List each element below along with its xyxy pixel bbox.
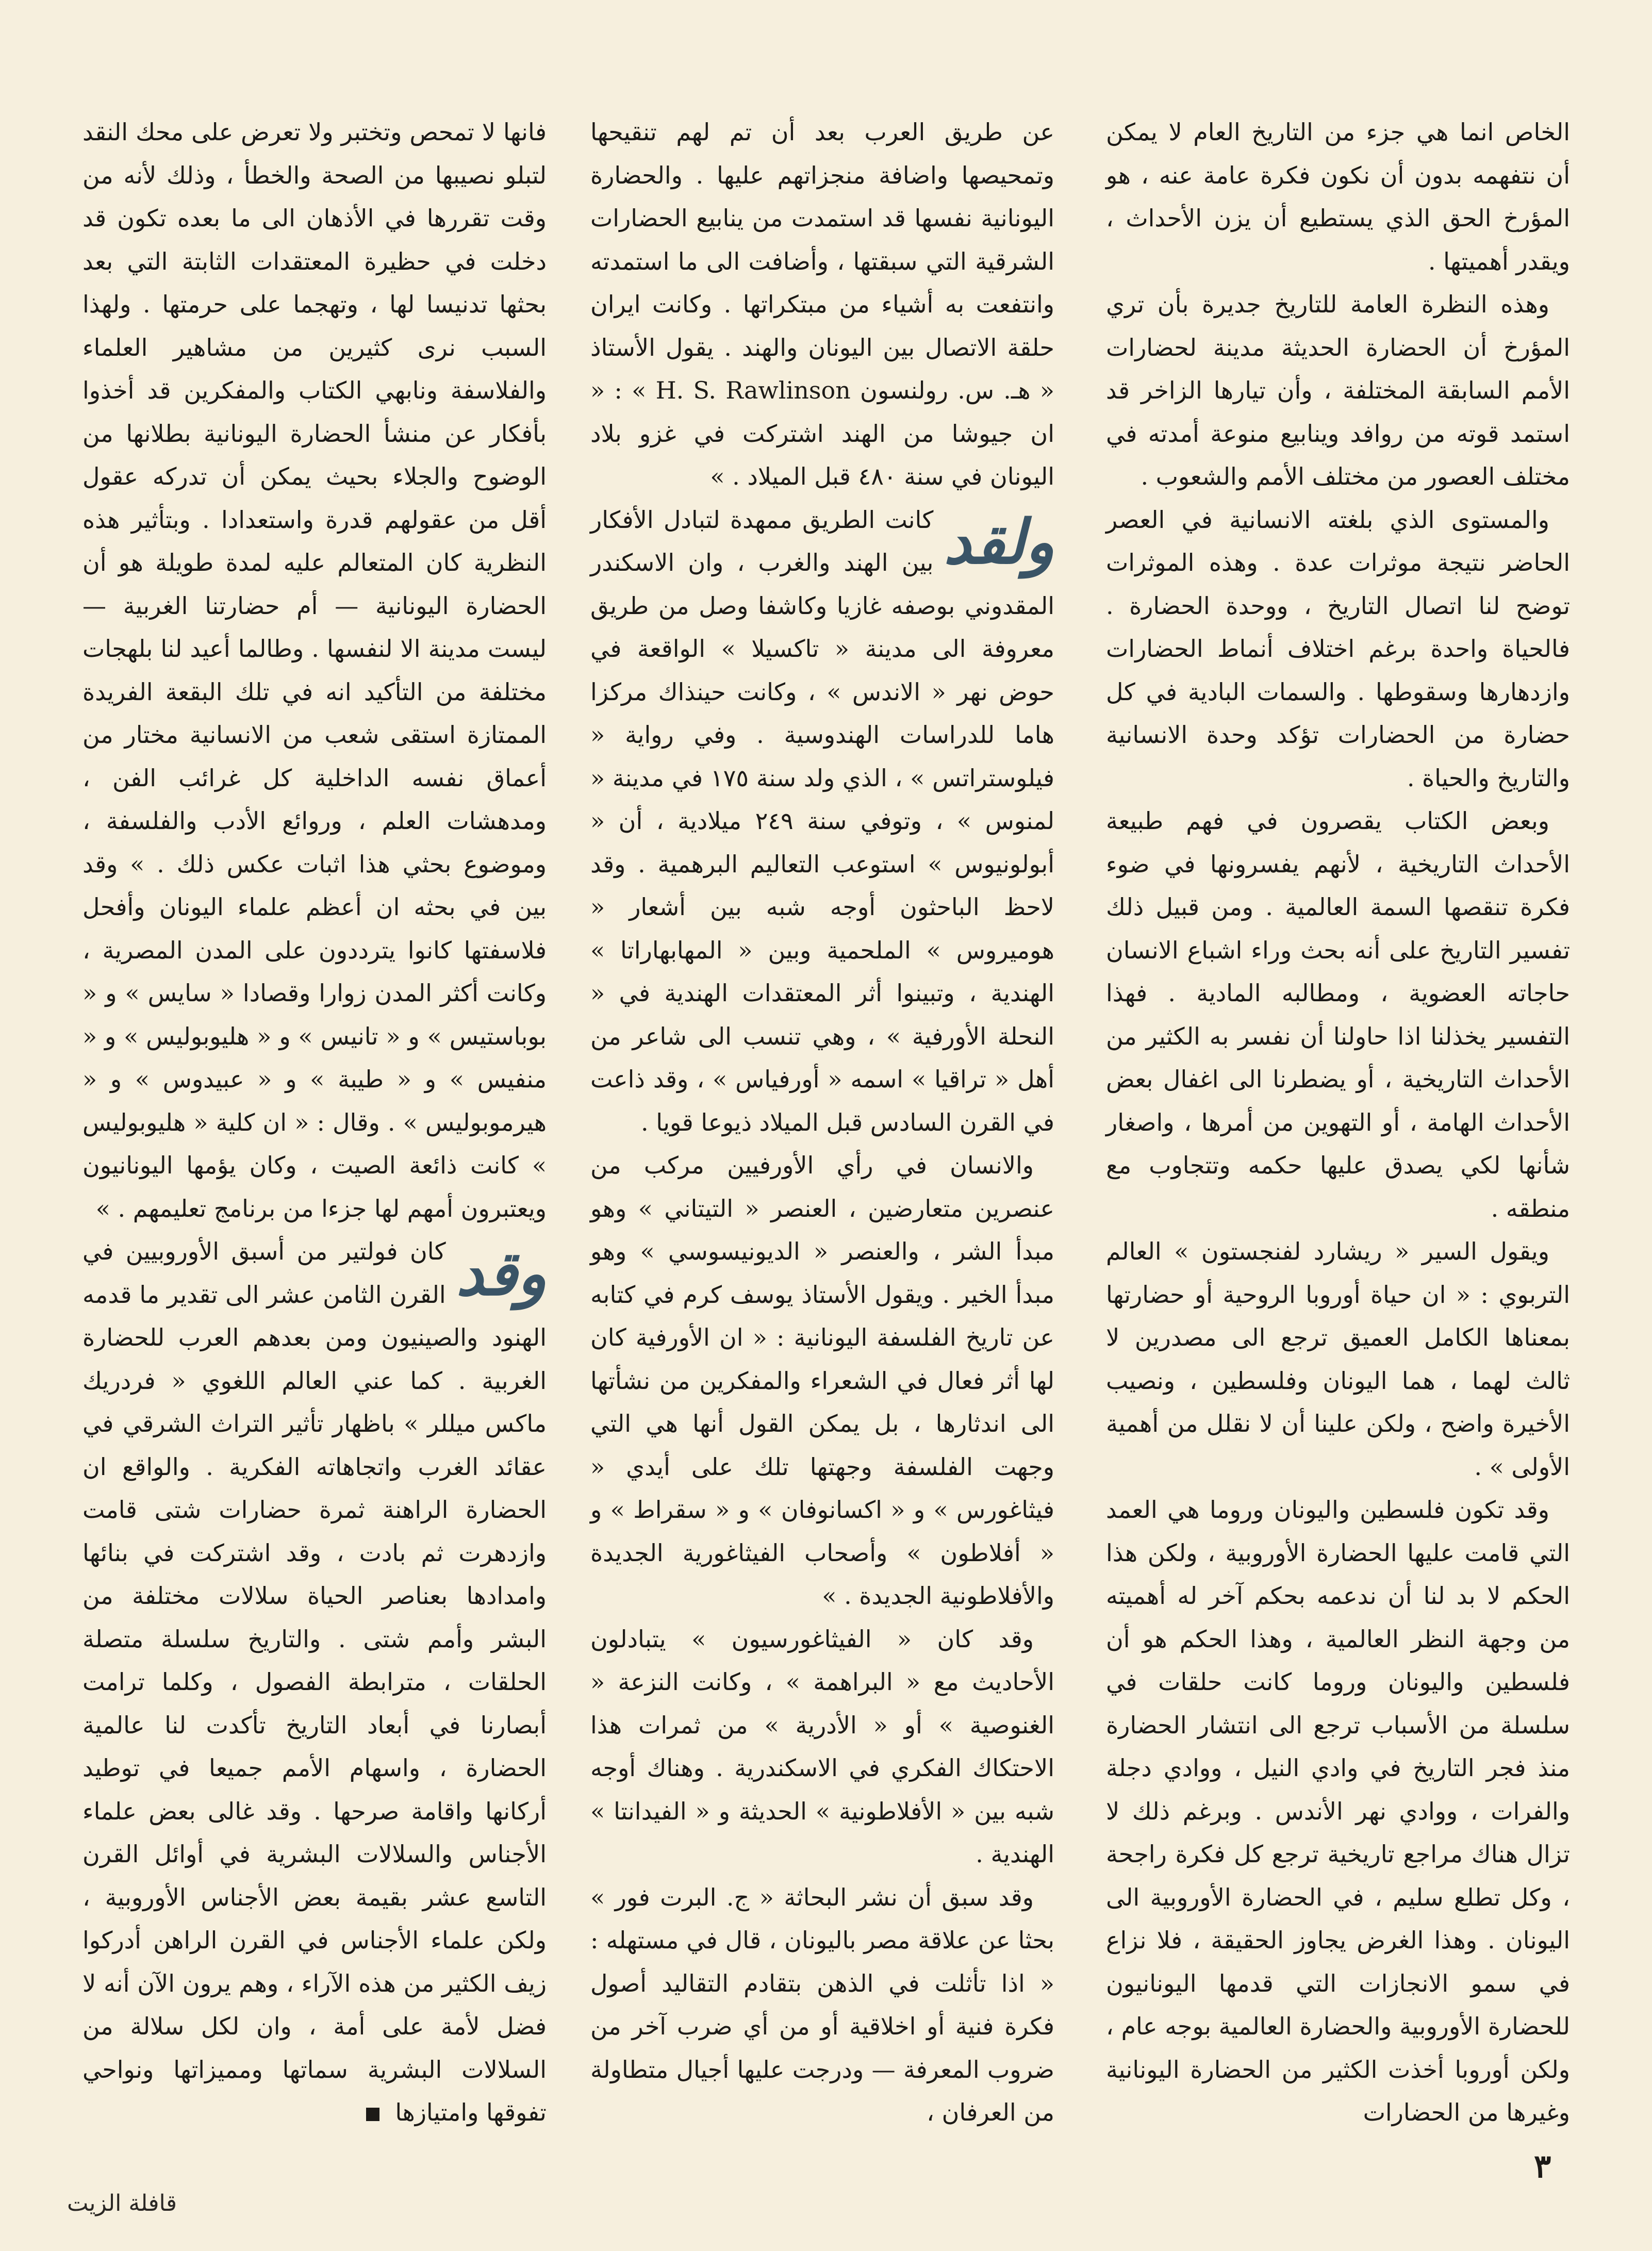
dropcap-word: ولقد — [944, 505, 1054, 577]
paragraph: والانسان في رأي الأورفيين مركب من عنصرين متعارضين ، العنصر « التيتاني » وهو مبدأ الشر ، والعنصر « الديونيسوسي » وهو مبدأ الخير . ويقول الأستاذ يوسف كرم في كتابه عن تاريخ الفلسفة اليونانية : « ان الأورفية كان لها أثر فعال في الشعراء والمفكرين من نشأتها الى اندثارها ، بل يمكن القول أنها هي التي وجهت الفلسفة وجهتها تلك على أيدي « فيثاغورس » و « اكسانوفان » و « سقراط » و « أفلاطون » وأصحاب الفيثاغورية الجديدة والأفلاطونية الجديدة . » — [590, 1151, 1054, 1610]
paragraph: فانها لا تمحص وتختبر ولا تعرض على محك النقد لتبلو نصيبها من الصحة والخطأ ، وذلك لأنه من وقت تقررها في الأذهان الى ما بعده تكون قد دخلت في حظيرة المعتقدات الثابتة التي بعد بحثها تدنيسا لها ، وتهجما على حرمتها . ولهذا السبب نرى كثيرين من مشاهير العلماء والفلاسفة ونابهي الكتاب والمفكرين قد أخذوا بأفكار عن منشأ الحضارة اليونانية بطلانها من الوضوح والجلاء بحيث يمكن أن تدركه عقول أقل من عقولهم قدرة واستعدادا . وبتأثير هذه النظرية كان المتعالم عليه لمدة طويلة هو أن الحضارة اليونانية — أم حضارتنا الغربية — ليست مدينة الا لنفسها . وطالما أعيد لنا بلهجات مختلفة من التأكيد انه في تلك البقعة الفريدة الممتازة استقى شعب من الانسانية مختار من أعماق نفسه الداخلية كل غرائب الفن ، ومدهشات العلم ، وروائع الأدب والفلسفة ، وموضوع بحثي هذا اثبات عكس ذلك . » وقد بين في بحثه ان أعظم علماء اليونان وأفحل فلاسفتها كانوا يترددون على المدن المصرية ، وكانت أكثر المدن زوارا وقصادا « سايس » و « بوباستيس » و « تانيس » و « هليوبوليس » و « منفيس » و « طيبة » و « عبيدوس » و « هيرموبوليس » . وقال : « ان كلية « هليوبوليس » كانت ذائعة الصيت ، وكان يؤمها اليونانيون ويعتبرون أمهم لها جزءا من برنامج تعليمهم . » — [82, 118, 547, 1222]
end-of-article-mark — [366, 2108, 379, 2121]
paragraph: والمستوى الذي بلغته الانسانية في العصر الحاضر نتيجة موثرات عدة . وهذه الموثرات توضح لنا اتصال التاريخ ، ووحدة الحضارة . فالحياة واحدة برغم اختلاف أنماط الحضارات وازدهارها وسقوطها . والسمات البادية في كل حضارة من الحضارات تؤكد وحدة الانسانية والتاريخ والحياة . — [1106, 505, 1570, 792]
text-column-right — [1106, 111, 1570, 2126]
paragraph: وقد سبق أن نشر البحاثة « ج. البرت فور » بحثا عن علاقة مصر باليونان ، قال في مستهله : « اذا تأثلت في الذهن بتقادم التقاليد أصول فكرة فنية أو اخلاقية أو من أي ضرب آخر من ضروب المعرفة — ودرجت عليها أجيال متطاولة من العرفان ، — [590, 1883, 1054, 2126]
dropcap-paragraph — [82, 1230, 547, 2134]
paragraph: وهذه النظرة العامة للتاريخ جديرة بأن تري المؤرخ أن الحضارة الحديثة مدينة لحضارات الأمم السابقة المختلفة ، وأن تيارها الزاخر قد استمد قوته من روافد وينابيع منوعة أمدته في مختلف العصور من مختلف الأمم والشعوب . — [1106, 290, 1570, 490]
paragraph-text: كانت الطريق ممهدة لتبادل الأفكار بين الهند والغرب ، وان الاسكندر المقدوني بوصفه غازيا وكاشفا وصل من طريق معروفة الى مدينة « تاكسيلا » الواقعة في حوض نهر « الاندس » ، وكانت حينذاك مركزا هاما للدراسات الهندوسية . وفي رواية « فيلوستراتس » ، الذي ولد سنة ١٧٥ في مدينة « لمنوس » ، وتوفي سنة ٢٤٩ ميلادية ، أن « أبولونيوس » استوعب التعاليم البرهمية . وقد لاحظ الباحثون أوجه شبه بين أشعار « هوميروس » الملحمية وبين « المهابهاراتا » الهندية ، وتبينوا أثر المعتقدات الهندية في « النحلة الأورفية » ، وهي تنسب الى شاعر من أهل « تراقيا » اسمه « أورفياس » ، وقد ذاعت في القرن السادس قبل الميلاد ذيوعا قويا . — [590, 505, 1054, 1136]
text-column-left — [82, 111, 547, 2126]
paragraph: وقد تكون فلسطين واليونان وروما هي العمد التي قامت عليها الحضارة الأوروبية ، ولكن هذا الحكم لا بد لنا أن ندعمه بحكم آخر له أهميته من وجهة النظر العالمية ، وهذا الحكم هو أن فلسطين واليونان وروما كانت حلقات في سلسلة من الأسباب ترجع الى انتشار الحضارة منذ فجر التاريخ في وادي النيل ، ووادي دجلة والفرات ، ووادي نهر الأندس . وبرغم ذلك لا تزال هناك مراجع تاريخية ترجع كل فكرة راجحة ، وكل تطلع سليم ، في الحضارة الأوروبية الى اليونان . وهذا الغرض يجاوز الحقيقة ، فلا نزاع في سمو الانجازات التي قدمها اليونانيون للحضارة الأوروبية والحضارة العالمية بوجه عام ، ولكن أوروبا أخذت الكثير من الحضارة اليونانية وغيرها من الحضارات — [1106, 1496, 1570, 2126]
magazine-name: قافلة الزيت — [67, 2190, 177, 2216]
paragraph-text: كان فولتير من أسبق الأوروبيين في القرن الثامن عشر الى تقدير ما قدمه الهنود والصينيون ومن بعدهم العرب للحضارة الغربية . كما عني العالم اللغوي « فردريك ماكس ميللر » باظهار تأثير التراث الشرقي في عقائد الغرب واتجاهاته الفكرية . والواقع ان الحضارة الراهنة ثمرة حضارات شتى قامت وازدهرت ثم بادت ، وقد اشتركت في بنائها وامدادها بعناصر الحياة سلالات مختلفة من البشر وأمم شتى . والتاريخ سلسلة متصلة الحلقات ، مترابطة الفصول ، وكلما ترامت أبصارنا في أبعاد التاريخ تأكدت لنا عالمية الحضارة ، واسهام الأمم جميعا في توطيد أركانها واقامة صرحها . وقد غالى بعض علماء الأجناس والسلالات البشرية في أوائل القرن التاسع عشر بقيمة بعض الأجناس الأوروبية ، ولكن علماء الأجناس في القرن الراهن أدركوا زيف الكثير من هذه الآراء ، وهم يرون الآن أنه لا فضل لأمة على أمة ، وان لكل سلالة من السلالات البشرية سماتها ومميزاتها ونواحي تفوقها وامتيازها — [82, 1237, 547, 2126]
paragraph: عن طريق العرب بعد أن تم لهم تنقيحها وتمحيصها واضافة منجزاتهم عليها . والحضارة اليونانية نفسها قد استمدت من ينابيع الحضارات الشرقية التي سبقتها ، وأضافت الى ما استمدته وانتفعت به أشياء من مبتكراتها . وكانت ايران حلقة الاتصال بين اليونان والهند . يقول الأستاذ « هـ. س. رولنسون H. S. Rawlinson » : « ان جيوشا من الهند اشتركت في غزو بلاد اليونان في سنة ٤٨٠ قبل الميلاد . » — [590, 118, 1054, 490]
text-column-middle — [590, 111, 1054, 2126]
paragraph: وقد كان « الفيثاغورسيون » يتبادلون الأحاديث مع « البراهمة » ، وكانت النزعة « الغنوصية » أو « الأدرية » من ثمرات هذا الاحتكاك الفكري في الاسكندرية . وهناك أوجه شبه بين « الأفلاطونية » الحديثة و « الفيدانتا » الهندية . — [590, 1625, 1054, 1868]
paragraph: الخاص انما هي جزء من التاريخ العام لا يمكن أن نتفهمه بدون أن نكون فكرة عامة عنه ، هو المؤرخ الحق الذي يستطيع أن يزن الأحداث ، ويقدر أهميتها . — [1106, 118, 1570, 275]
page-number: ٣ — [1534, 2147, 1551, 2185]
paragraph: وبعض الكتاب يقصرون في فهم طبيعة الأحداث التاريخية ، لأنهم يفسرونها في ضوء فكرة تنقصها السمة العالمية . ومن قبيل ذلك تفسير التاريخ على أنه بحث وراء اشباع الانسان حاجاته العضوية ، ومطالبه المادية . فهذا التفسير يخذلنا اذا حاولنا أن نفسر به الكثير من الأحداث التاريخية ، أو يضطرنا الى اغفال بعض الأحداث الهامة ، أو التهوين من أمرها ، واصغار شأنها لكي يصدق عليها حكمه وتتجاوب مع منطقه . — [1106, 807, 1570, 1222]
dropcap-word: وقد — [456, 1237, 547, 1309]
dropcap-paragraph — [590, 499, 1054, 1145]
paragraph: ويقول السير « ريشارد لفنجستون » العالم التربوي : « ان حياة أوروبا الروحية أو حضارتها بمعناها الكامل العميق ترجع الى مصدرين لا ثالث لهما ، هما اليونان وفلسطين ، ونصيب الأخيرة واضح ، ولكن علينا أن لا نقلل من أهمية الأولى » . — [1106, 1237, 1570, 1481]
